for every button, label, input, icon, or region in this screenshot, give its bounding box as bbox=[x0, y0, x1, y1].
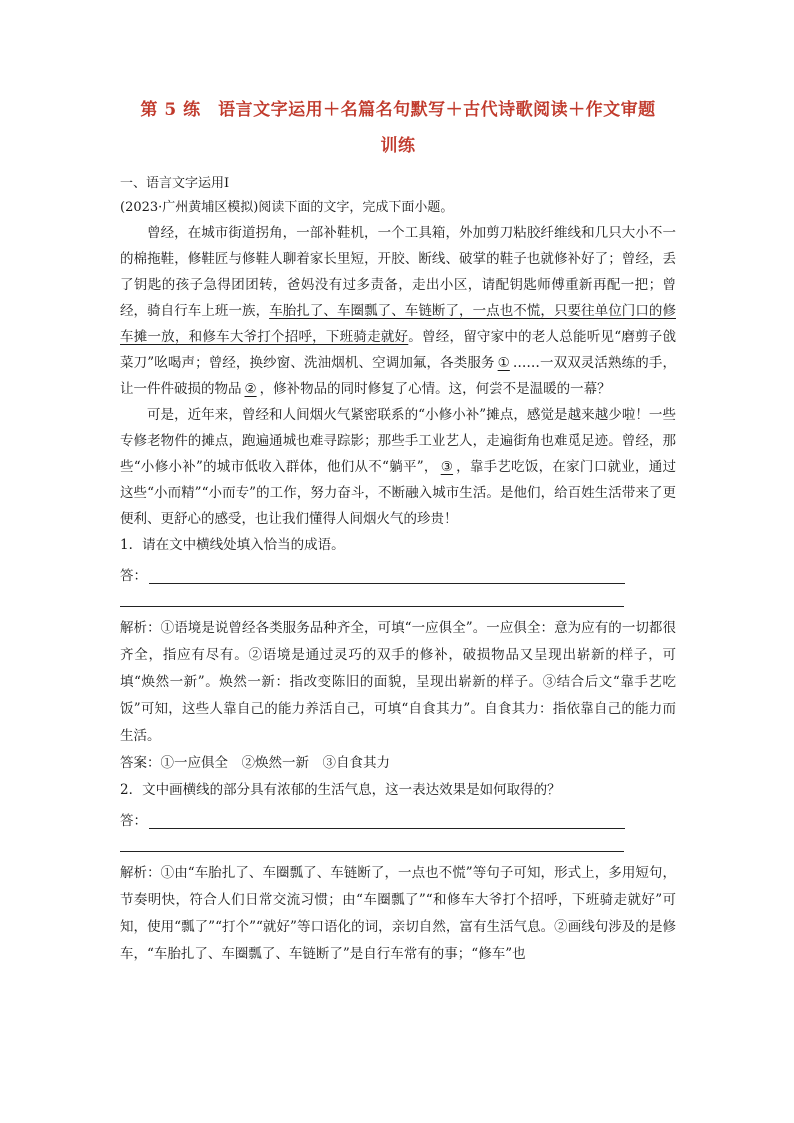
answer-row-2 bbox=[120, 803, 676, 829]
title-line-2: 训练 bbox=[380, 136, 416, 156]
answer-line-1a[interactable] bbox=[149, 567, 625, 584]
underlined-sentence: 车胎扎了、车圈瓢了、车链断了，一点也不慌，只要往单位门口的修车摊一放，和修车大爷打个招呼，下班骑走就好 bbox=[120, 303, 676, 345]
answer-label-1: 答： bbox=[120, 568, 147, 584]
section-heading: 一、语言文字运用Ⅰ bbox=[120, 176, 230, 191]
passage-paragraph-2 bbox=[120, 402, 676, 532]
answer-row-1 bbox=[120, 558, 676, 584]
worksheet-title bbox=[120, 92, 676, 164]
analysis-1: 解析：①语境是说曾经各类服务品种齐全，可填“一应俱全”。一应俱全：意为应有的一切都很齐全，指应有尽有。②语境是通过灵巧的双手的修补，破损物品又呈现出崭新的样子，可填“焕然一新”。焕然一新：指改变陈旧的面貌，呈现出崭新的样子。③结合后文“靠手艺吃饭”可知，这些人靠自己的能力养活自己，可填“自食其力”。自食其力：指依靠自己的能力而生活。 bbox=[120, 620, 676, 744]
answer-line-2b[interactable] bbox=[120, 829, 624, 852]
title-line-1: 第 5 练 语言文字运用＋名篇名句默写＋古代诗歌阅读＋作文审题 bbox=[140, 100, 656, 120]
answer-1: 答案：①一应俱全 ②焕然一新 ③自食其力 bbox=[120, 755, 390, 771]
p2-text-a: 可是，近年来，曾经和人间烟火气紧密联系的“小修小补”摊点，感觉是越来越少啦！一些专修老物件的摊点，跑遍通城也难寻踪影；那些手工业艺人，走遍街角也难觅足迹。曾经，那些“小修小补”的城市低收入群体，他们从不“躺平”， bbox=[120, 407, 676, 475]
p2-text-b: ，靠手艺吃饭，在家门口就业，通过这些“小而精”“小而专”的工作，努力奋斗，不断融入城市生活。是他们，给百姓生活带来了更便利、更舒心的感受，也让我们懂得人间烟火气的珍贵！ bbox=[120, 459, 677, 527]
answer-line-2a[interactable] bbox=[149, 812, 625, 829]
question-2: 2．文中画横线的部分具有浓郁的生活气息，这一表达效果是如何取得的？ bbox=[120, 782, 561, 798]
p1-text-c: ……一双双灵活熟练的手，让一件件破损的物品 bbox=[120, 355, 676, 397]
blank-2: ② bbox=[244, 381, 257, 397]
answer-line-1b[interactable] bbox=[120, 584, 624, 607]
p1-text-a: 曾经，在城市街道拐角，一部补鞋机，一个工具箱，外加剪刀粘胶纤维线和几只大小不一的棉拖鞋，修鞋匠与修鞋人聊着家长里短，开胶、断线、破掌的鞋子也就修补好了；曾经，丢了钥匙的孩子急得团团转，爸妈没有过多责备，走出小区，请配钥匙师傅重新再配一把；曾经，骑自行车上班一族， bbox=[120, 225, 676, 319]
question-1: 1．请在文中横线处填入恰当的成语。 bbox=[120, 537, 345, 553]
p1-text-b: 。曾经，留守家中的老人总能听见“磨剪子戗菜刀”吆喝声；曾经，换纱窗、洗油烟机、空调加氟，各类服务 bbox=[120, 329, 677, 371]
blank-3: ③ bbox=[440, 459, 454, 475]
blank-1: ① bbox=[497, 355, 510, 371]
passage-source: (2023·广州黄埔区模拟)阅读下面的文字，完成下面小题。 bbox=[120, 200, 454, 215]
p1-text-d: ，修补物品的同时修复了心情。这，何尝不是温暖的一幕？ bbox=[259, 381, 611, 397]
passage-paragraph-1 bbox=[120, 220, 676, 402]
analysis-2: 解析：①由“车胎扎了、车圈瓢了、车链断了，一点也不慌”等句子可知，形式上，多用短句，节奏明快，符合人们日常交流习惯；由“车圈瓢了”“和修车大爷打个招呼，下班骑走就好”可知，使用“瓢了”“打个”“就好”等口语化的词，亲切自然，富有生活气息。②画线句涉及的是修车，“车胎扎了、车圈瓢了、车链断了”是自行车常有的事；“修车”也 bbox=[120, 865, 676, 962]
answer-label-2: 答： bbox=[120, 813, 147, 829]
worksheet-page bbox=[120, 92, 676, 968]
